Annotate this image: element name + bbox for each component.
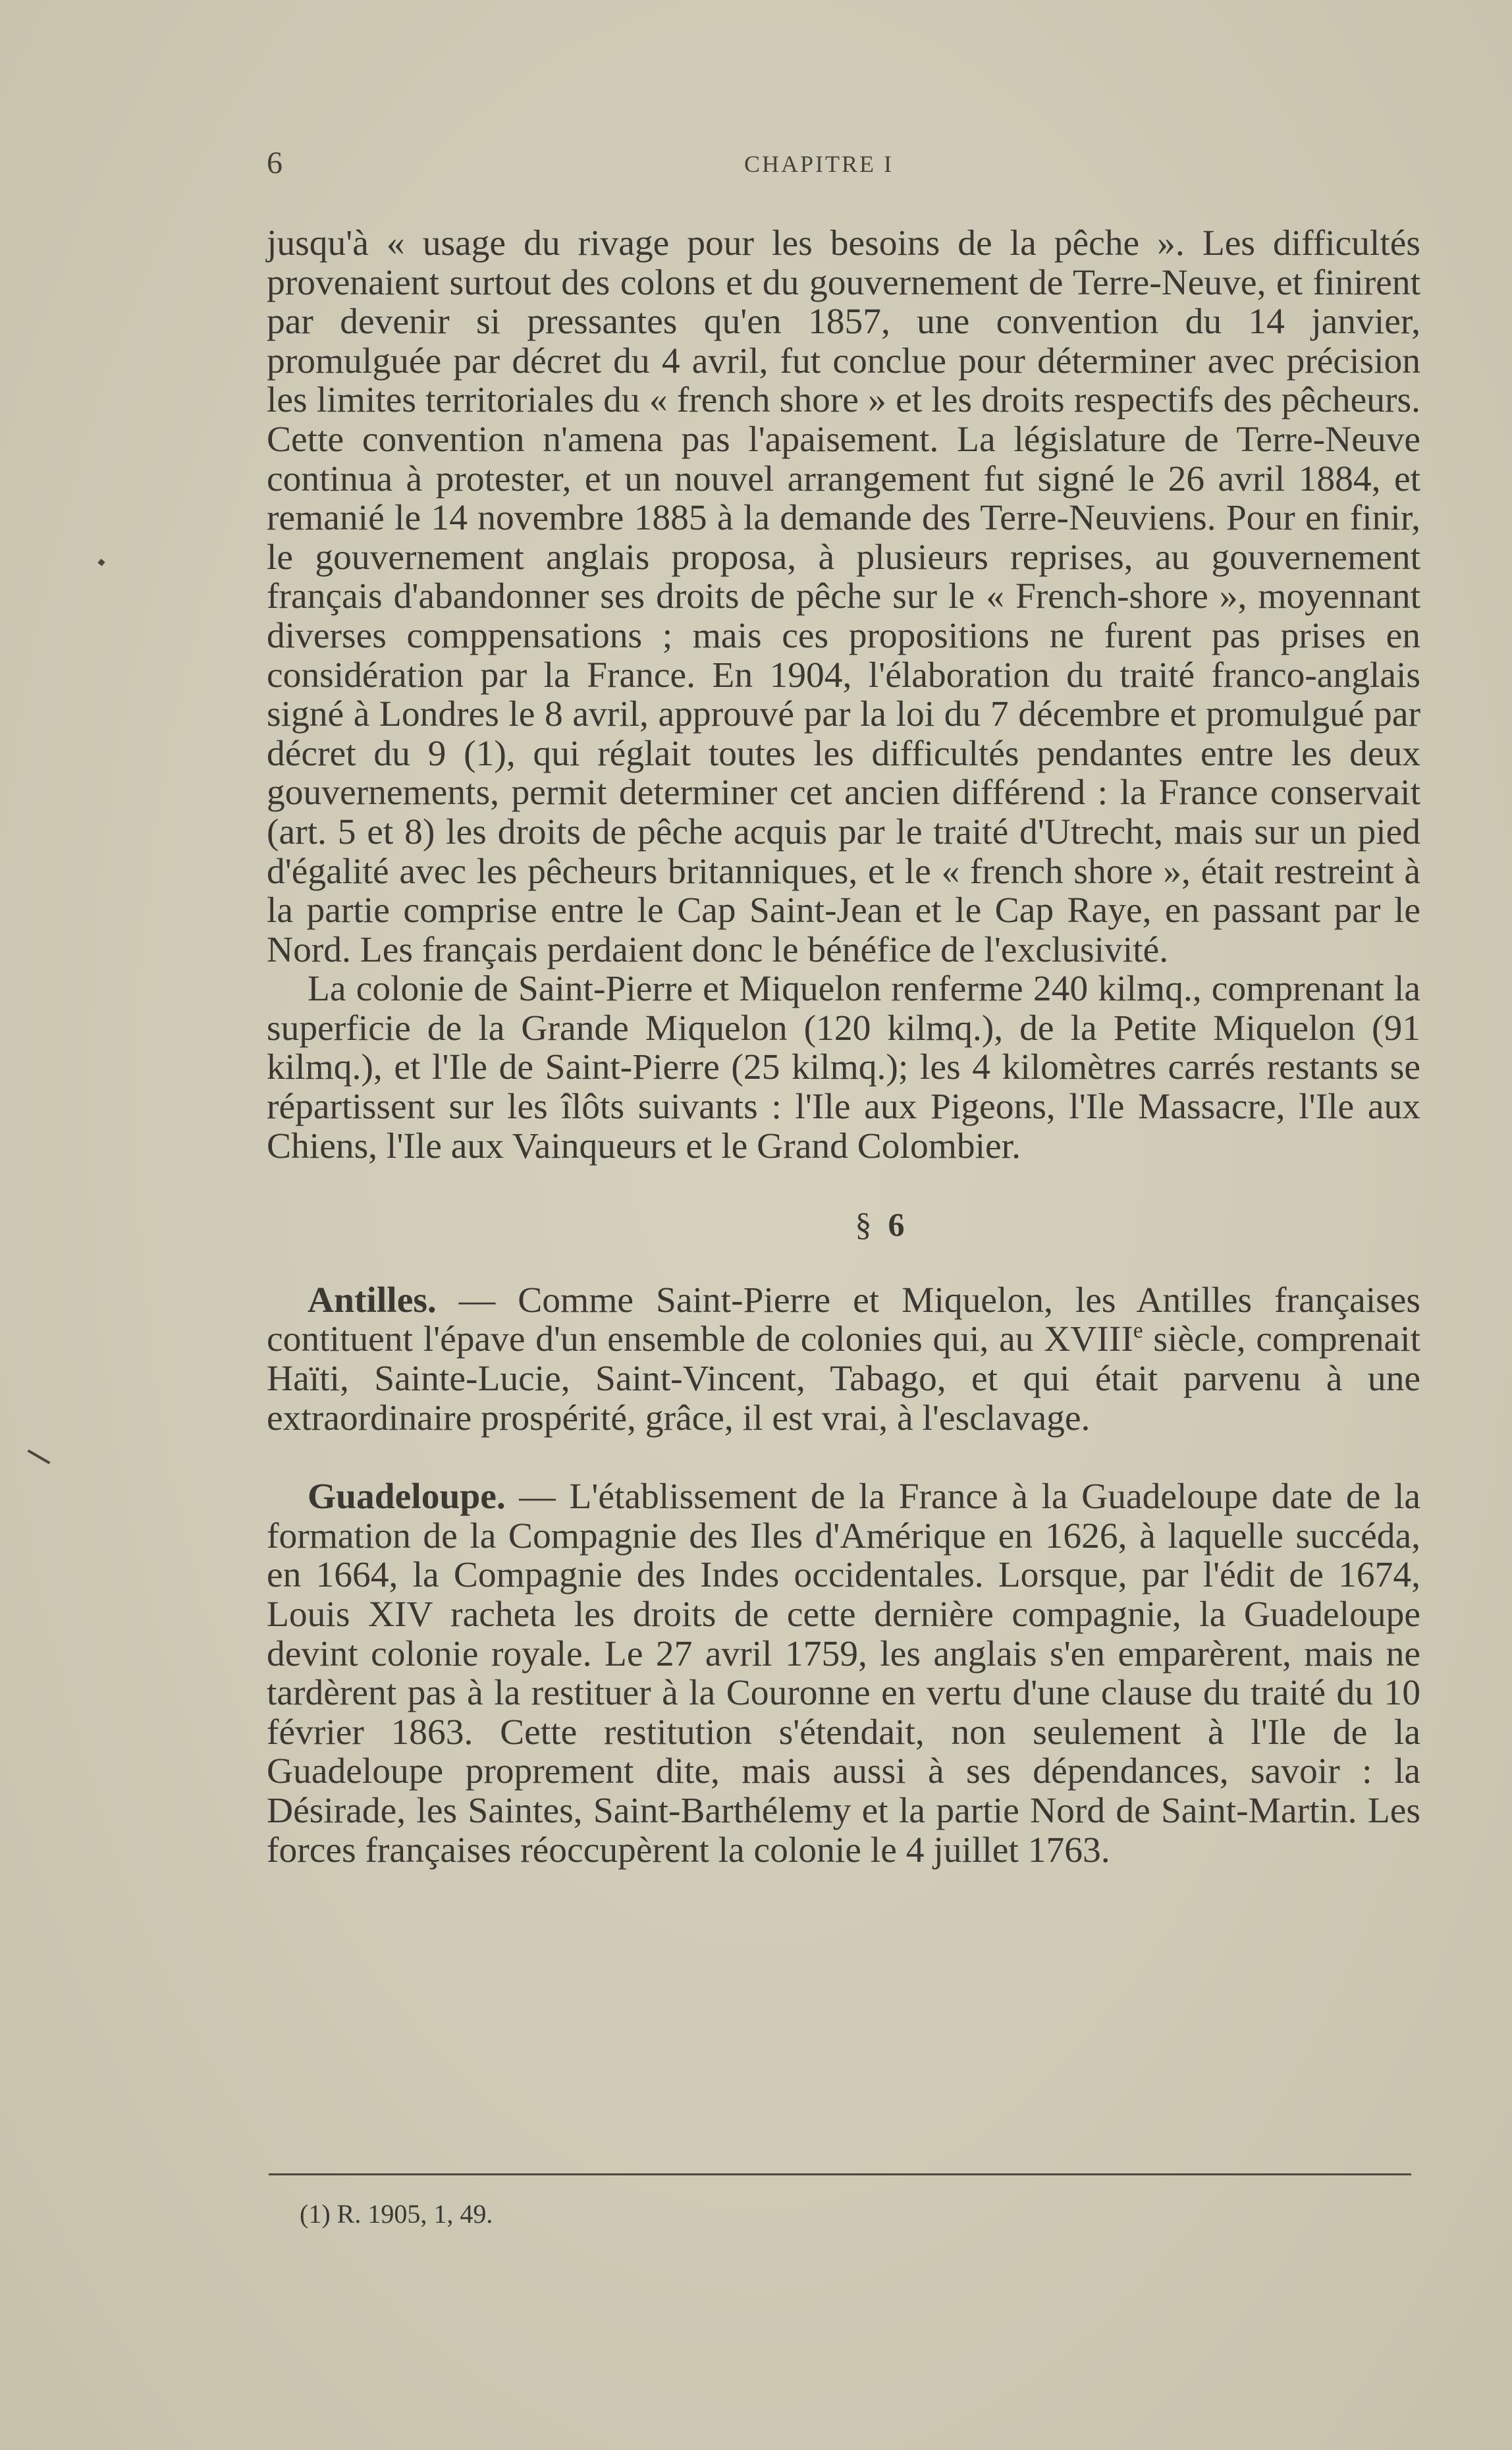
- lead-dash: —: [505, 1477, 570, 1517]
- paragraph-antilles: [267, 1281, 1420, 1438]
- paragraph-saint-pierre-miquelon: La colonie de Saint-Pierre et Miquelon renferme 240 kilmq., comprenant la superficie de la Grande Miquelon (120 kilmq.), de la Petite Miquelon (91 kilmq.), et l'Ile de Saint-Pierre (25 kilmq.); les 4 kilomètres carrés restants se répartissent sur les îlôts suivants : l'Ile aux Pigeons, l'Ile Massacre, l'Ile aux Chiens, l'Ile aux Vainqueurs et le Grand Colombier.: [267, 969, 1420, 1166]
- page-number: 6: [267, 146, 283, 180]
- body-text: [267, 224, 1420, 1870]
- paragraph-guadeloupe-text: L'établissement de la France à la Guadeloupe date de la formation de la Compagnie des Iles d'Amérique en 1626, à laquelle succéda, en 1664, la Compagnie des Indes occidentales. Lorsque, par l'édit de 1674, Louis XIV racheta les droits de cette dernière compagnie, la Guadeloupe devint colonie royale. Le 27 avril 1759, les anglais s'en emparèrent, mais ne tardèrent pas à la restituer à la Couronne en vertu d'une clause du traité du 10 février 1863. Cette restitution s'étendait, non seulement à l'Ile de la Guadeloupe proprement dite, mais aussi à ses dépendances, savoir : la Désirade, les Saintes, Saint-Barthélemy et la partie Nord de Saint-Martin. Les forces françaises réoccupèrent la colonie le 4 juillet 1763.: [267, 1477, 1420, 1870]
- paragraph-antilles-text-continued: siècle, comprenait Haïti, Sainte-Lucie, Saint-Vincent, Tabago, et qui était parvenu à une extraordinaire prospérité, grâce, il est vrai, à l'esclavage.: [267, 1319, 1420, 1438]
- section-number: 6: [888, 1206, 905, 1243]
- paragraph-french-shore: jusqu'à « usage du rivage pour les besoins de la pêche ». Les difficultés provenaient surtout des colons et du gouvernement de Terre-Neuve, et finirent par devenir si pressantes qu'en 1857, une convention du 14 janvier, promulguée par décret du 4 avril, fut conclue pour déterminer avec précision les limites territoriales du « french shore » et les droits respectifs des pêcheurs. Cette convention n'amena pas l'apaisement. La législature de Terre-Neuve continua à protester, et un nouvel arrangement fut signé le 26 avril 1884, et remanié le 14 novembre 1885 à la demande des Terre-Neuviens. Pour en finir, le gouvernement anglais proposa, à plusieurs reprises, au gouvernement français d'abandonner ses droits de pêche sur le « French-shore », moyennant diverses comppensations ; mais ces propositions ne furent pas prises en considération par la France. En 1904, l'élaboration du traité franco-anglais signé à Londres le 8 avril, approuvé par la loi du 7 décembre et promulgué par décret du 9 (1), qui réglait toutes les difficultés pendantes entre les deux gouvernements, permit determiner cet ancien différend : la France conservait (art. 5 et 8) les droits de pêche acquis par le traité d'Utrecht, mais sur un pied d'égalité avec les pêcheurs britanniques, et le « french shore », était restreint à la partie comprise entre le Cap Saint-Jean et le Cap Raye, en passant par le Nord. Les français perdaient donc le bénéfice de l'exclusivité.: [267, 223, 1420, 970]
- paragraph-guadeloupe: [267, 1477, 1420, 1870]
- footnote-rule: [269, 2173, 1411, 2175]
- paragraph-lead-antilles: Antilles.: [308, 1280, 437, 1320]
- margin-speck: [97, 558, 105, 566]
- lead-dash: —: [436, 1280, 518, 1320]
- footnote: (1) R. 1905, 1, 49.: [300, 2199, 493, 2229]
- running-head: CHAPITRE I: [744, 151, 894, 177]
- section-symbol: §: [855, 1206, 872, 1243]
- paragraph-antilles-text: Comme Saint-Pierre et Miquelon, les Antilles françaises contituent l'épave d'un ensemble de colonies qui, au XVIII: [267, 1280, 1420, 1360]
- margin-speck: [28, 1450, 51, 1464]
- paragraph-gap: [267, 1438, 1420, 1477]
- paragraph-lead-guadeloupe: Guadeloupe.: [308, 1477, 506, 1517]
- superscript-e: e: [1133, 1319, 1143, 1344]
- section-heading: [267, 1205, 1420, 1245]
